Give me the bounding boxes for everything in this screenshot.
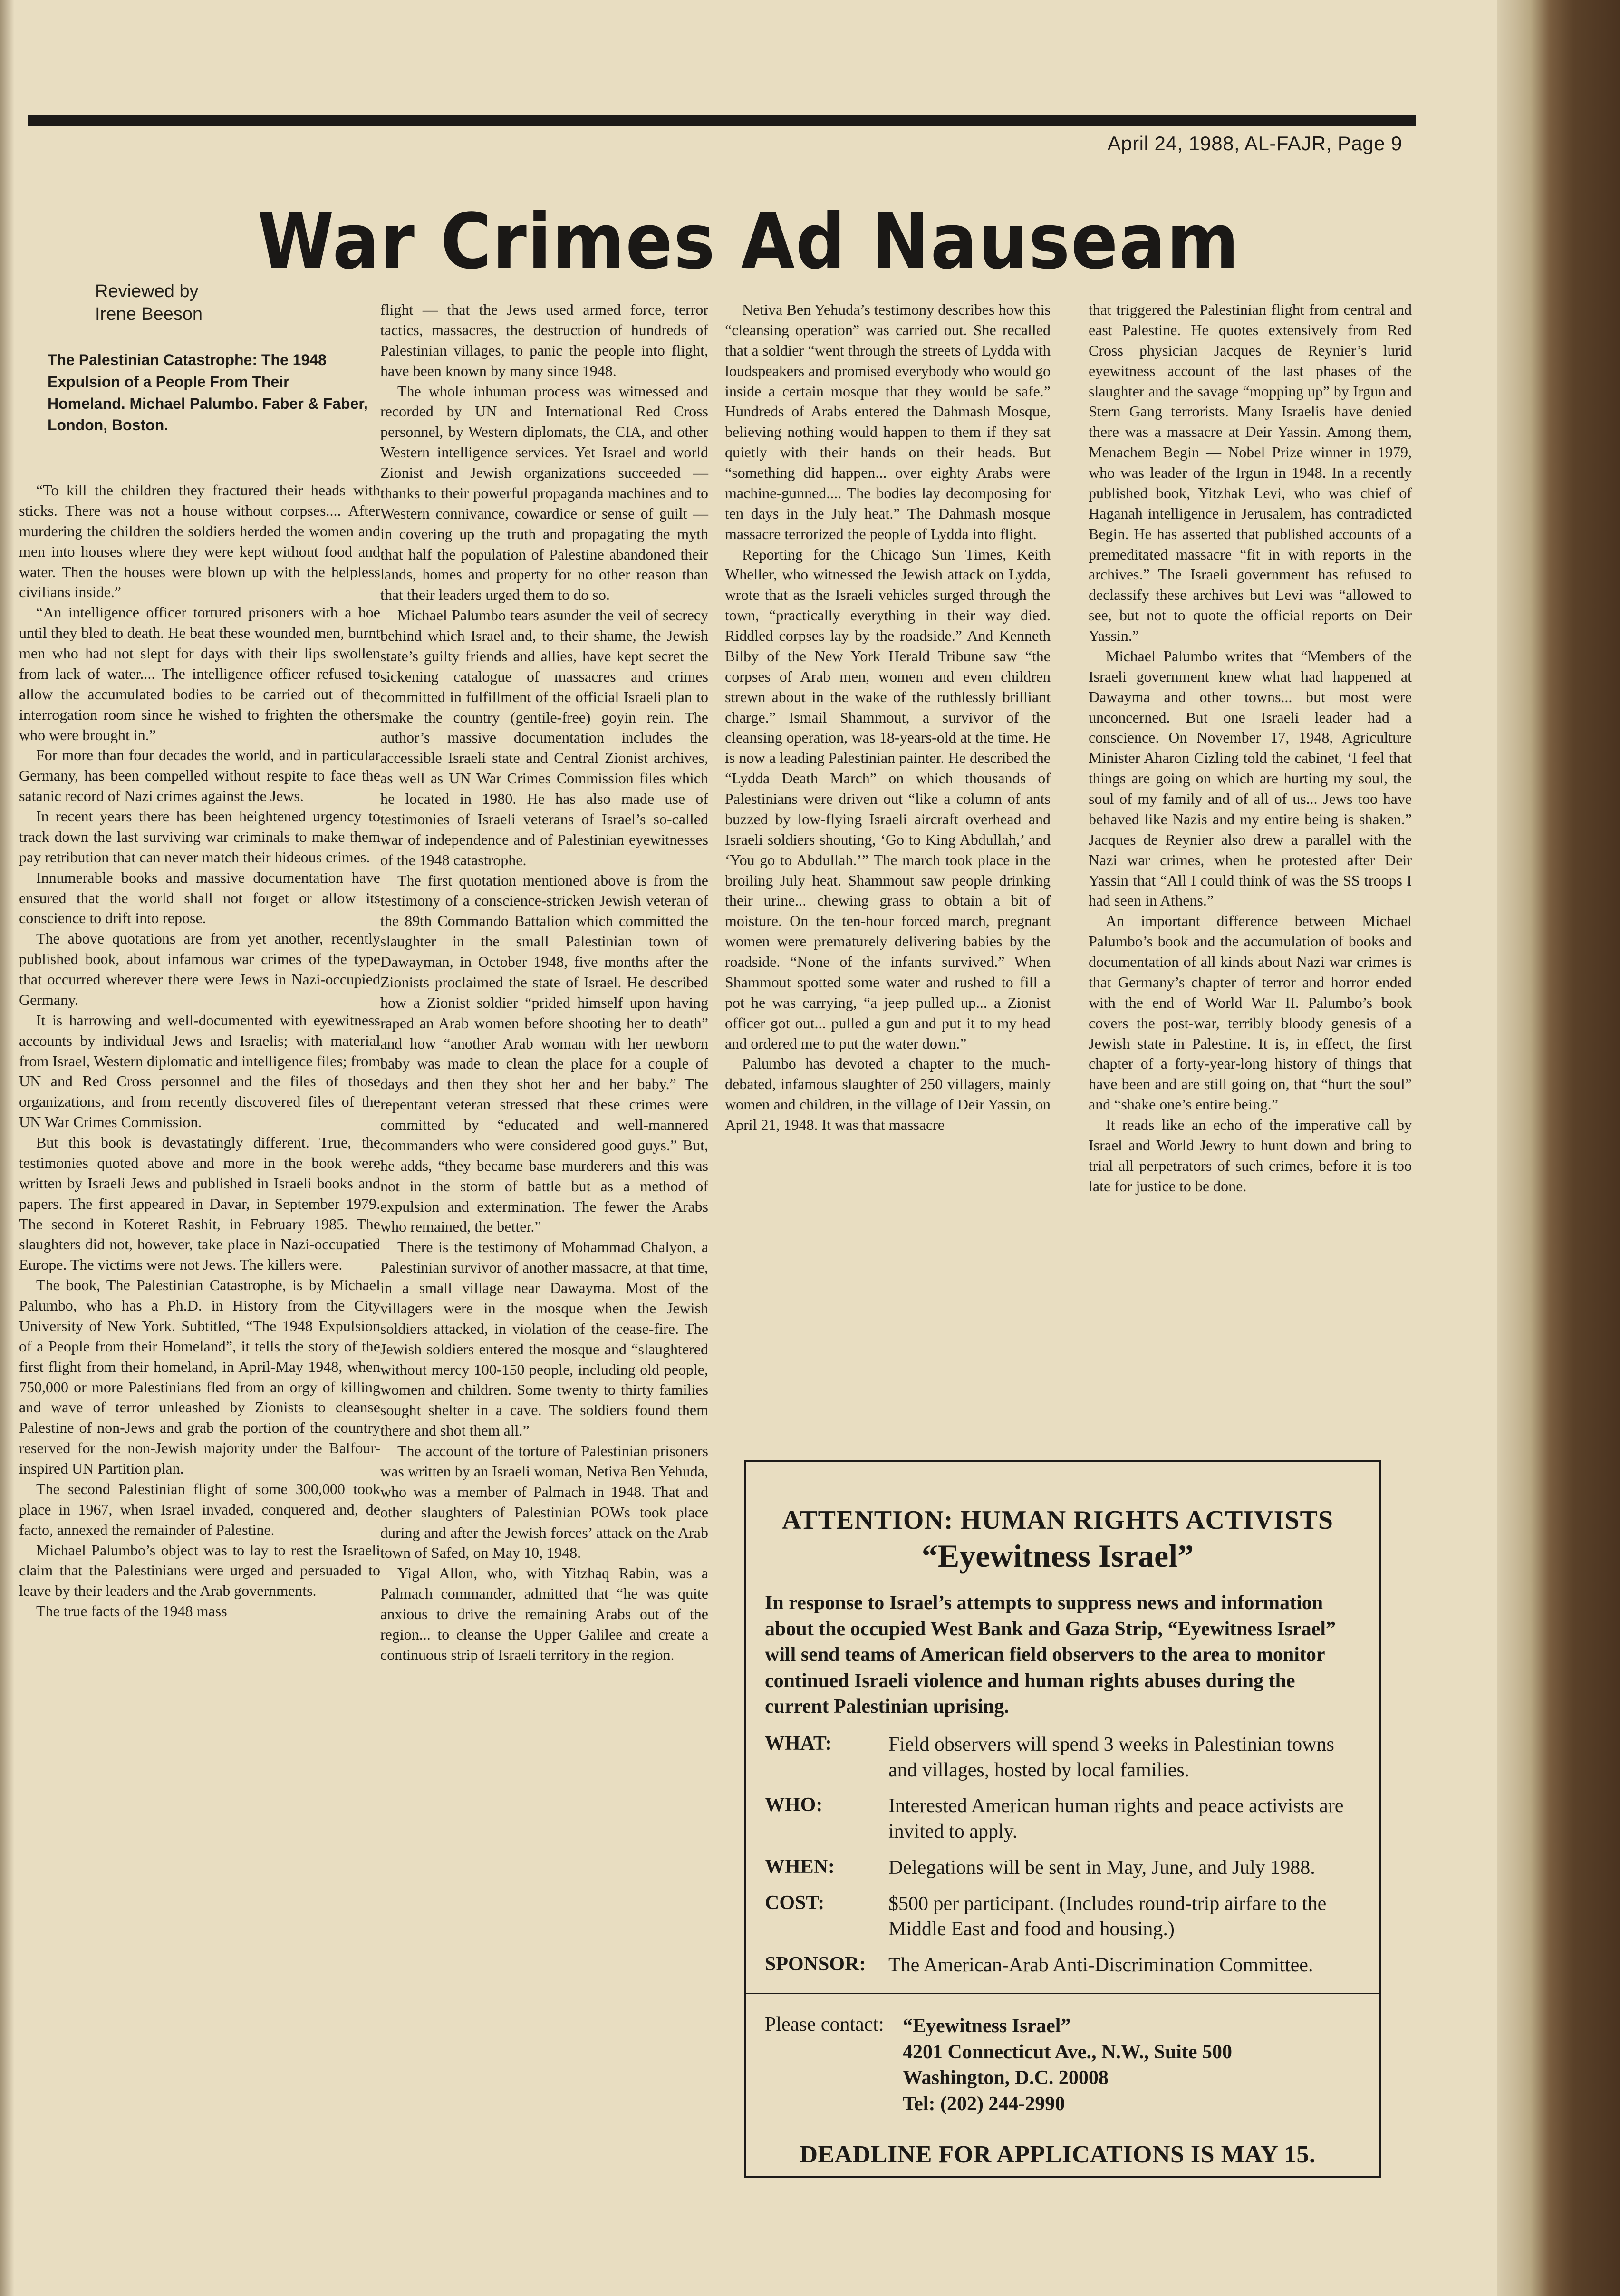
book-info: The Palestinian Catastrophe: The 1948 Expulsion of a People From Their Homeland. Michael Palumbo. Faber & Faber, London, Boston. xyxy=(48,351,368,434)
paragraph: Michael Palumbo writes that “Members of the Israeli government knew what had happened at Dawayma and other towns... but most were unconcerned. But one Israeli leader had a conscience. On November 17, 1948, Agriculture Minister Aharon Cizling told the cabinet, ‘I feel that things are going on which are hurting my soul, the soul of my family and of all of us... Jews too have behaved like Nazis and my entire being is shaken.” Jacques de Reynier also drew a parallel with the Nazi war crimes, when he protested after Deir Yassin that “All I could think of was the SS troops I had seen in Athens.” xyxy=(1089,647,1412,909)
paragraph: The second Palestinian flight of some 300,000 took place in 1967, when Israel invaded, conquered and, de facto, annexed the remainder of Palestine. xyxy=(19,1480,380,1538)
paragraph: Palumbo has devoted a chapter to the much-debated, infamous slaughter of 250 villagers, mainly women and children, in the village of Deir Yassin, on April 21, 1948. It was that massacre xyxy=(725,1055,1051,1133)
paragraph: The whole inhuman process was witnessed and recorded by UN and International Red Cross personnel, by Western diplomats, the CIA, and other Western intelligence services. Yet Israel and world Zionist and Jewish organizations succeeded — thanks to their powerful propaganda machines and to Western connivance, cowardice or sense of guilt — in covering up the truth and propagating the myth that half the population of Palestine abandoned their lands, homes and property for no other reason than that their leaders urged them to do so. xyxy=(380,382,708,604)
paragraph: “An intelligence officer tortured prisoners with a hoe until they bled to death. He beat these wounded men, burnt men who had not slept for days with their lips swollen from lack of water.... The intelligence officer refused to allow the accumulated bodies to be carried out of the interrogation room since he wished to frighten the others who were brought in.” xyxy=(19,604,380,743)
paragraph: An important difference between Michael Palumbo’s book and the accumulation of books and documentation of all kinds about Nazi war crimes is that Germany’s chapter of terror and horror ended with the end of World War II. Palumbo’s book covers the post-war, terribly bloody genesis of a Jewish state in Palestine. It is, in effect, the first chapter of a forty-year-long history of things that have been and are still going on, that “hurt the soul” and “shake one’s entire being.” xyxy=(1089,912,1412,1113)
byline xyxy=(95,280,202,326)
contact-line: “Eyewitness Israel” xyxy=(903,2015,1071,2037)
article-column-2 xyxy=(380,299,708,1665)
ad-row-what xyxy=(765,1732,1350,1784)
contact-line: 4201 Connecticut Ave., N.W., Suite 500 xyxy=(903,2041,1232,2063)
ad-deadline: DEADLINE FOR APPLICATIONS IS MAY 15. xyxy=(800,2141,1316,2169)
ad-title: ATTENTION: HUMAN RIGHTS ACTIVISTS xyxy=(782,1505,1333,1535)
paragraph: Netiva Ben Yehuda’s testimony describes how this “cleansing operation” was carried out. She recalled that a soldier “went through the streets of Lydda with loudspeakers and promised everybody who would go inside a certain mosque that they would be safe.” Hundreds of Arabs entered the Dahmash Mosque, believing nothing would happen to them if they sat quietly with their hands on their heads. But “something did happen... over eighty Arabs were machine-gunned.... The bodies lay decomposing for ten days in the July heat.” The Dahmash mosque massacre terrorized the people of Lydda into flight. xyxy=(725,301,1051,542)
paragraph: The true facts of the 1948 mass xyxy=(36,1602,227,1620)
ad-value: Interested American human rights and peace activists are invited to apply. xyxy=(888,1795,1344,1843)
paragraph: Reporting for the Chicago Sun Times, Keith Wheller, who witnessed the Jewish attack on Lydda, wrote that as the Israeli vehicles surged through the town, “practically everything in their way died. Riddled corpses lay by the roadside.” And Kenneth Bilby of the New York Herald Tribune saw “the corpses of Arab men, women and even children strewn about in the wake of the ruthlessly brilliant charge.” Ismail Shammout, a survivor of the cleansing operation, was 18-years-old at the time. He is now a leading Palestinian painter. He described the “Lydda Death March” on which thousands of Palestinians were driven out “like a column of ants buzzed by low-flying Israeli aircraft overhead and Israeli soldiers shouting, ‘Go to King Abdullah,’ and ‘You go to Abdullah.’” The march took place in the broiling July heat. Shammout saw people drinking their urine... chewing grass to obtain a bit of moisture. On the ten-hour forced march, pregnant women were prematurely delivering babies by the roadside. “None of the infants survived.” When Shammout spotted some water and rushed to fill a pot he was carrying, “a jeep pulled up... a Zionist officer got out... pulled a gun and put it to my head and ordered me to put the water down.” xyxy=(725,545,1051,1052)
reviewed-by-label: Reviewed by xyxy=(95,281,199,301)
paragraph: flight — that the Jews used armed force, terror tactics, massacres, the destruction of hundreds of Palestinian villages, to panic the people into flight, have been known by many since 1948. xyxy=(380,301,708,379)
header-rule xyxy=(28,115,1416,126)
paragraph: It is harrowing and well-documented with eyewitness accounts by individual Jews and Israelis; with material from Israel, Western diplomatic and intelligence files; from UN and Red Cross personnel and the files of those organizations, and from recently discovered files of the UN War Crimes Commission. xyxy=(19,1011,380,1131)
dateline: April 24, 1988, AL-FAJR, Page 9 xyxy=(1107,132,1402,154)
ad-contact xyxy=(765,2013,1350,2117)
paragraph: Michael Palumbo’s object was to lay to rest the Israeli claim that the Palestinians were urged and persuaded to leave by their leaders and the Arab governments. xyxy=(19,1541,380,1600)
paragraph: For more than four decades the world, and in particular Germany, has been compelled without respite to face the satanic record of Nazi crimes against the Jews. xyxy=(19,746,380,805)
ad-value: Field observers will spend 3 weeks in Palestinian towns and villages, hosted by local families. xyxy=(888,1733,1334,1781)
paragraph: In recent years there has been heightened urgency to track down the last surviving war criminals to make them pay retribution that can never match their hideous crimes. xyxy=(19,808,380,866)
ad-row-cost xyxy=(765,1891,1350,1943)
paragraph: The above quotations are from yet another, recently published book, about infamous war crimes of the type that occurred wherever there were Jews in Nazi-occupied Germany. xyxy=(19,930,380,1008)
reviewer-name: Irene Beeson xyxy=(95,304,203,324)
ad-value: Delegations will be sent in May, June, and July 1988. xyxy=(888,1856,1315,1879)
ad-key: COST: xyxy=(765,1891,825,1914)
article-column-1 xyxy=(19,480,380,1621)
paragraph: The account of the torture of Palestinian prisoners was written by an Israeli woman, Netiva Ben Yehuda, who was a member of Palmach in 1948. That and other slaughters of Palestinian POWs took place during and after the Jewish forces’ attack on the Arab town of Safed, on May 10, 1948. xyxy=(380,1442,708,1562)
page-edge-shadow xyxy=(0,0,14,2296)
paragraph: that triggered the Palestinian flight from central and east Palestine. He quotes extensively from Red Cross physician Jacques de Reynier’s lurid eyewitness account of the last phases of the slaughter and the savage “mopping up” by Irgun and Stern Gang terrorists. Many Israelis have denied there was a massacre at Deir Yassin. Among them, Menachem Begin — Nobel Prize winner in 1979, who was leader of the Irgun in 1948. In a recently published book, Yitzhak Levi, who was chief of Haganah intelligence in Jerusalem, has contradicted Begin. He has asserted that published accounts of a premeditated massacre “fit in with reports in the archives.” The Israeli government has refused to declassify these archives but Levi was “allowed to see, but not to quote the official reports on Deir Yassin.” xyxy=(1089,301,1412,644)
contact-line: Tel: (202) 244-2990 xyxy=(903,2093,1065,2115)
ad-row-who xyxy=(765,1794,1350,1845)
book-binding xyxy=(1497,0,1620,2296)
paragraph: There is the testimony of Mohammad Chalyon, a Palestinian survivor of another massacre, at that time, in a small village near Dawayma. Most of the villagers were in the mosque when the Jewish soldiers attacked, in violation of the cease-fire. The Jewish soldiers entered the mosque and “slaughtered without mercy 100-150 people, including old people, women and children. Some twenty to thirty families sought shelter in a cave. The soldiers found them there and shot them all.” xyxy=(380,1238,708,1439)
ad-value: $500 per participant. (Includes round-trip airfare to the Middle East and food and housing.) xyxy=(888,1892,1327,1940)
ad-row-when xyxy=(765,1855,1350,1881)
article-column-3 xyxy=(725,299,1051,1135)
ad-subtitle: “Eyewitness Israel” xyxy=(921,1538,1194,1574)
paragraph: “To kill the children they fractured their heads with sticks. There was not a house without corpses.... After murdering the children the soldiers herded the women and men into houses where they were kept without food and water. Then the houses were blown up with the helpless civilians inside.” xyxy=(19,482,380,601)
eyewitness-israel-ad xyxy=(744,1460,1381,2178)
ad-intro: In response to Israel’s attempts to suppress news and information about the occupied West Bank and Gaza Strip, “Eyewitness Israel” will send teams of American field observers to the area to monitor continued Israeli violence and human rights abuses during the current Palestinian uprising. xyxy=(765,1592,1336,1718)
paragraph: The book, The Palestinian Catastrophe, is by Michael Palumbo, who has a Ph.D. in History from the City University of New York. Subtitled, “The 1948 Expulsion of a People from their Homeland”, it tells the story of the first flight from their homeland, in April-May 1948, when 750,000 or more Palestinians fled from an orgy of killing and wave of terror unleashed by Zionists to cleanse Palestine of non-Jews and grab the portion of the country reserved for the non-Jewish majority under the Balfour-inspired UN Partition plan. xyxy=(19,1276,380,1477)
paragraph: Yigal Allon, who, with Yitzhaq Rabin, was a Palmach commander, admitted that “he was quite anxious to drive the remaining Arabs out of the region... to cleanse the Upper Galilee and create a continuous strip of Israeli territory in the region. xyxy=(380,1564,708,1663)
paragraph: It reads like an echo of the imperative call by Israel and World Jewry to hunt down and bring to trial all perpetrators of such crimes, before it is too late for justice to be done. xyxy=(1089,1116,1412,1195)
ad-divider xyxy=(746,1993,1379,1994)
paragraph: Innumerable books and massive documentation have ensured that the world shall not forget or allow its conscience to drift into repose. xyxy=(19,868,380,927)
contact-address xyxy=(903,2013,1232,2117)
ad-key: WHO: xyxy=(765,1794,823,1816)
ad-row-sponsor xyxy=(765,1953,1350,1978)
paragraph: The first quotation mentioned above is from the testimony of a conscience-stricken Jewish veteran of the 89th Commando Battalion which committed the slaughter in the small Palestinian town of Dawayman, in October 1948, five months after the Zionists proclaimed the state of Israel. He described how a Zionist soldier “prided himself upon having raped an Arab women before shooting her to death” and how “another Arab woman with her newborn baby was made to clean the place for a couple of days and then they shot her and her baby.” The repentant veteran stressed that these crimes were committed by “educated and well-mannered commanders who were considered good guys.” But, he adds, “they became base murderers and this was not in the storm of battle but as a method of expulsion and extermination. The fewer the Arabs who remained, the better.” xyxy=(380,871,708,1235)
ad-value: The American-Arab Anti-Discrimination Committee. xyxy=(888,1954,1313,1977)
paragraph: Michael Palumbo tears asunder the veil of secrecy behind which Israel and, to their shame, the Jewish state’s guilty friends and allies, have kept secret the sickening catalogue of massacres and crimes committed in fulfillment of the official Israeli plan to make the country (gentile-free) goyin rein. The author’s massive documentation includes the accessible Israeli state and Central Zionist archives, as well as UN War Crimes Commission files which he located in 1980. He has also made use of testimonies of Israeli veterans of Israel’s so-called war of independence and of Palestinian eyewitnesses of the 1948 catastrophe. xyxy=(380,607,708,868)
ad-key: WHEN: xyxy=(765,1855,835,1878)
paragraph: But this book is devastatingly different. True, the testimonies quoted above and more in the book were written by Israeli Jews and published in Israeli books and papers. The first appeared in Davar, in September 1979. The second in Koteret Rashit, in February 1985. The slaughters did not, however, take place in Nazi-occupatied Europe. The victims were not Jews. The killers were. xyxy=(19,1134,380,1273)
article-headline: War Crimes Ad Nauseam xyxy=(257,197,1240,286)
ad-key: SPONSOR: xyxy=(765,1953,866,1976)
contact-label: Please contact: xyxy=(765,2013,884,2036)
ad-key: WHAT: xyxy=(765,1732,832,1755)
contact-line: Washington, D.C. 20008 xyxy=(903,2067,1109,2089)
article-column-4 xyxy=(1089,299,1412,1196)
